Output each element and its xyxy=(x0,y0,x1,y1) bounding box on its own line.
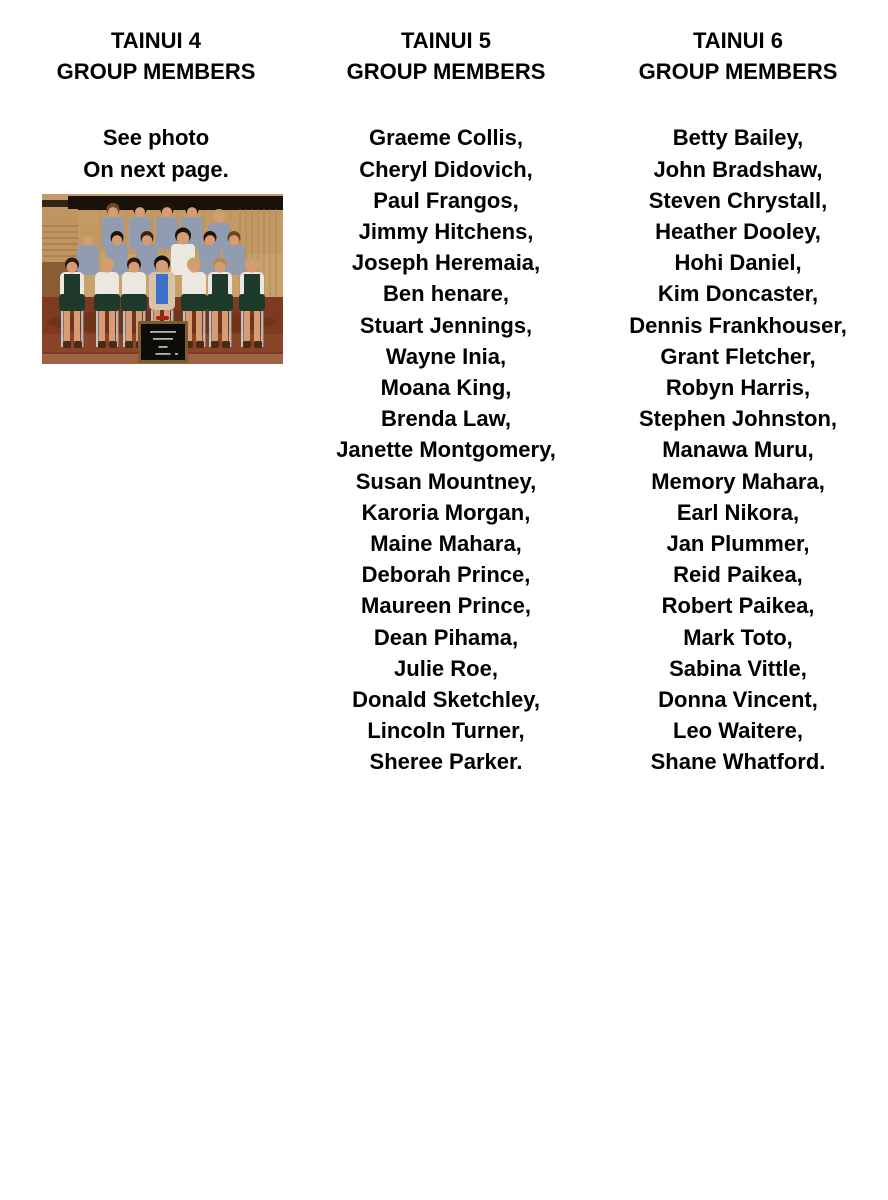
column-tainui-4 xyxy=(6,25,306,364)
column-title: TAINUI 6 xyxy=(692,28,784,53)
member-name: Steven Chrystall, xyxy=(648,187,828,213)
member-name: Hohi Daniel, xyxy=(674,250,802,276)
column-subtitle: GROUP MEMBERS xyxy=(638,59,838,85)
photo-note-line2: On next page. xyxy=(83,156,229,182)
member-name: Sabina Vittle, xyxy=(669,655,807,681)
member-name: Earl Nikora, xyxy=(676,499,800,525)
member-name: Dennis Frankhouser, xyxy=(629,312,847,338)
member-name: Robert Paikea, xyxy=(661,593,815,619)
member-name: Grant Fletcher, xyxy=(660,343,816,369)
column-subtitle: GROUP MEMBERS xyxy=(346,59,546,85)
member-name: Janette Montgomery, xyxy=(336,437,556,463)
member-name: Sheree Parker. xyxy=(369,749,523,775)
member-name: Wayne Inia, xyxy=(385,343,507,369)
member-list xyxy=(300,122,592,777)
member-name: Manawa Muru, xyxy=(662,437,814,463)
member-name: Kim Doncaster, xyxy=(657,281,819,307)
member-name: Memory Mahara, xyxy=(651,468,825,494)
member-name: Deborah Prince, xyxy=(361,562,531,588)
member-name: Leo Waitere, xyxy=(673,718,803,744)
member-name: Heather Dooley, xyxy=(655,219,821,245)
spacer xyxy=(590,87,886,122)
column-title: TAINUI 4 xyxy=(110,28,202,53)
member-name: Maureen Prince, xyxy=(361,593,531,619)
member-name: Lincoln Turner, xyxy=(367,718,525,744)
member-name: Robyn Harris, xyxy=(665,375,811,401)
member-name: Susan Mountney, xyxy=(355,468,537,494)
column-tainui-5 xyxy=(300,25,592,778)
member-name: Paul Frangos, xyxy=(373,187,519,213)
member-name: Cheryl Didovich, xyxy=(359,156,533,182)
member-name: Stephen Johnston, xyxy=(639,406,837,432)
member-name: Dean Pihama, xyxy=(373,624,519,650)
member-name: Mark Toto, xyxy=(683,624,793,650)
class-group-photo xyxy=(42,194,283,364)
member-name: Shane Whatford. xyxy=(650,749,826,775)
spacer xyxy=(300,87,592,122)
column-tainui-6 xyxy=(590,25,886,778)
column-title: TAINUI 5 xyxy=(400,28,492,53)
member-name: Stuart Jennings, xyxy=(359,312,533,338)
member-name: Reid Paikea, xyxy=(673,562,803,588)
spacer xyxy=(6,87,306,122)
member-name: Betty Bailey, xyxy=(672,125,804,151)
member-name: John Bradshaw, xyxy=(653,156,823,182)
member-name: Ben henare, xyxy=(383,281,509,307)
member-name: Donna Vincent, xyxy=(658,687,818,713)
member-name: Karoria Morgan, xyxy=(361,499,531,525)
column-subtitle: GROUP MEMBERS xyxy=(56,59,256,85)
member-name: Graeme Collis, xyxy=(368,125,524,151)
member-name: Jan Plummer, xyxy=(666,531,810,557)
member-list xyxy=(590,122,886,777)
member-name: Brenda Law, xyxy=(381,406,511,432)
photo-note-line1: See photo xyxy=(102,125,210,151)
member-name: Julie Roe, xyxy=(394,655,498,681)
member-name: Jimmy Hitchens, xyxy=(358,219,534,245)
member-name: Donald Sketchley, xyxy=(352,687,540,713)
member-name: Joseph Heremaia, xyxy=(351,250,541,276)
member-name: Maine Mahara, xyxy=(370,531,522,557)
member-name: Moana King, xyxy=(380,375,512,401)
